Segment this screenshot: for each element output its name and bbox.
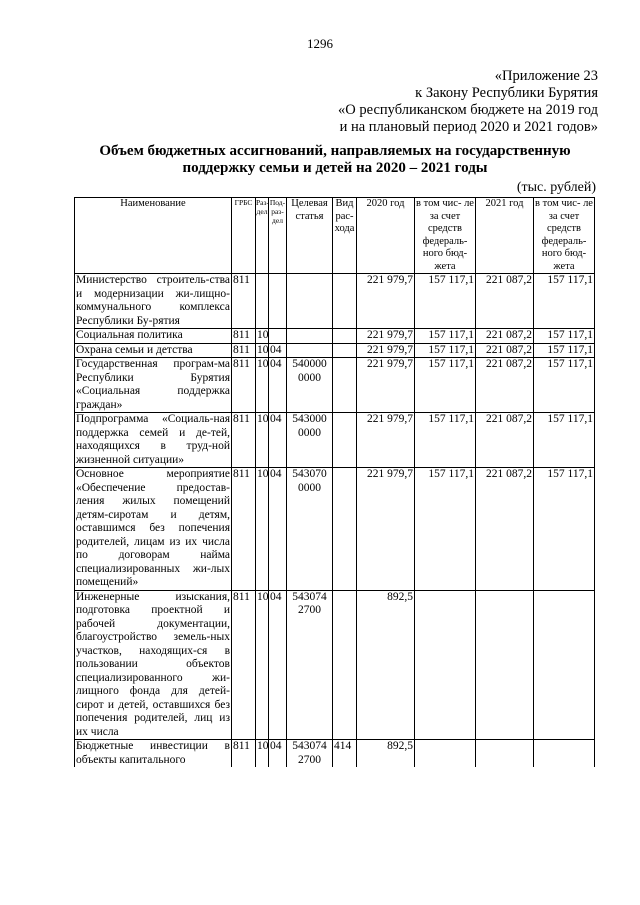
row-fed-2020: 157 117,1 [415,274,476,329]
row-podrazdel: 04 [269,358,287,413]
row-grbs: 811 [232,468,256,591]
table-row [75,740,595,768]
row-target [287,274,333,329]
title-line: поддержку семьи и детей на 2020 – 2021 годы [182,160,488,176]
row-target: 543074 2700 [287,740,333,768]
table-row [75,358,595,413]
row-fed-2021: 157 117,1 [534,358,595,413]
table-row [75,413,595,468]
row-name: Социальная политика [75,329,232,344]
row-podrazdel: 04 [269,343,287,358]
table-row [75,343,595,358]
appendix-line: «Приложение 23 [494,68,598,84]
header-2020: 2020 год [357,198,415,274]
header-2021: 2021 год [476,198,534,274]
row-vid [333,590,357,740]
page-number: 1296 [307,36,333,51]
row-vid [333,468,357,591]
header-razdel: Раз- дел [256,198,269,274]
row-fed-2020 [415,590,476,740]
row-fed-2020: 157 117,1 [415,329,476,344]
row-grbs: 811 [232,740,256,768]
row-podrazdel: 04 [269,468,287,591]
row-2021 [476,740,534,768]
row-razdel: 10 [257,329,269,341]
row-razdel: 10 [256,413,269,468]
row-razdel [256,274,269,329]
appendix-line: «О республиканском бюджете на 2019 год [338,102,598,118]
row-2020: 892,5 [357,590,415,740]
row-grbs: 811 [232,329,256,344]
row-razdel: 10 [256,590,269,740]
row-2020: 221 979,7 [357,343,415,358]
header-target: Целевая статья [287,198,333,274]
row-fed-2021: 157 117,1 [534,413,595,468]
appendix-line: и на плановый период 2020 и 2021 годов» [339,119,598,135]
row-2020: 892,5 [357,740,415,768]
row-podrazdel: 04 [269,590,287,740]
row-razdel: 10 [257,343,269,356]
row-vid [333,274,357,329]
row-2020: 221 979,7 [357,413,415,468]
row-fed-2020: 157 117,1 [415,358,476,413]
row-name: Основное мероприятие «Обеспечение предостав-ления жилых помещений детям-сиротам и детям, оставшимся без попечения родителей, лицам из их числа по договорам найма специализированных жи-лых помещений» [76,468,230,588]
row-grbs: 811 [232,274,256,329]
header-podrazdel: Под- раз- дел [269,198,287,274]
row-2021: 221 087,2 [476,413,534,468]
row-fed-2021 [534,740,595,768]
row-2020: 221 979,7 [357,274,415,329]
row-grbs: 811 [232,358,256,413]
row-fed-2021: 157 117,1 [534,274,595,329]
row-name: Министерство строитель-ства и модернизации жи-лищно-коммунального комплекса Республики Бу-рятия [76,274,230,327]
row-2021: 221 087,2 [476,343,534,358]
row-vid [333,329,357,344]
row-2021: 221 087,2 [476,468,534,591]
header-fed-2021: в том чис- ле за счет средств федераль- ного бюд- жета [535,198,593,272]
title-line: Объем бюджетных ассигнований, направляемых на государственную [99,143,571,159]
row-target [287,329,333,344]
row-vid: 414 [333,740,357,768]
header-vid: Вид рас- хода [333,198,357,274]
row-fed-2021 [534,590,595,740]
row-name: Инженерные изыскания, подготовка проектной и рабочей документации, благоустройство земель-ных участков, находящих-ся в пользовании объектов специализированного жи-лищного фонда для детей-сирот и детей, оставшихся без попечения родителей, лиц из их числа [76,590,230,738]
row-vid [333,413,357,468]
row-vid [333,343,357,358]
row-fed-2021: 157 117,1 [534,343,595,358]
row-fed-2020 [415,740,476,768]
row-fed-2020: 157 117,1 [415,413,476,468]
table-header-row [75,198,595,274]
row-2021: 221 087,2 [476,329,534,344]
header-name: Наименование [75,198,232,274]
table-row [75,274,595,329]
row-2020: 221 979,7 [357,468,415,591]
row-2020: 221 979,7 [357,329,415,344]
row-podrazdel [269,274,287,329]
row-name: Бюджетные инвестиции в объекты капитального [76,740,230,766]
appendix-line: к Закону Республики Бурятия [415,85,598,101]
row-fed-2020: 157 117,1 [415,468,476,591]
row-fed-2021: 157 117,1 [534,329,595,344]
header-fed-2020: в том чис- ле за счет средств федераль- ного бюд- жета [416,198,474,272]
document-title [70,143,600,177]
row-2020: 221 979,7 [357,358,415,413]
row-podrazdel: 04 [269,740,287,768]
row-razdel: 10 [256,358,269,413]
table-row [75,468,595,591]
row-vid [333,358,357,413]
row-name: Охрана семьи и детства [75,343,232,358]
row-2021: 221 087,2 [476,274,534,329]
row-2021 [476,590,534,740]
row-name: Государственная програм-ма Республики Бурятия «Социальная поддержка граждан» [76,358,230,411]
row-target: 543074 2700 [287,590,333,740]
budget-table [74,197,595,767]
row-name: Подпрограмма «Социаль-ная поддержка семей и де-тей, находящихся в труд-ной жизненной ситуации» [76,413,230,466]
header-grbs: ГРБС [232,198,256,274]
row-2021: 221 087,2 [476,358,534,413]
row-target [287,343,333,358]
row-grbs: 811 [232,590,256,740]
row-grbs: 811 [232,343,256,358]
appendix-block [338,68,598,136]
row-razdel: 10 [256,740,269,768]
table-row [75,329,595,344]
row-fed-2021: 157 117,1 [534,468,595,591]
row-target: 543000 0000 [287,413,333,468]
row-target: 540000 0000 [287,358,333,413]
row-target: 543070 0000 [287,468,333,591]
row-razdel: 10 [256,468,269,591]
row-podrazdel: 04 [269,413,287,468]
row-podrazdel [269,329,287,344]
row-grbs: 811 [232,413,256,468]
units-label: (тыс. рублей) [516,180,596,195]
table-row [75,590,595,740]
row-fed-2020: 157 117,1 [415,343,476,358]
